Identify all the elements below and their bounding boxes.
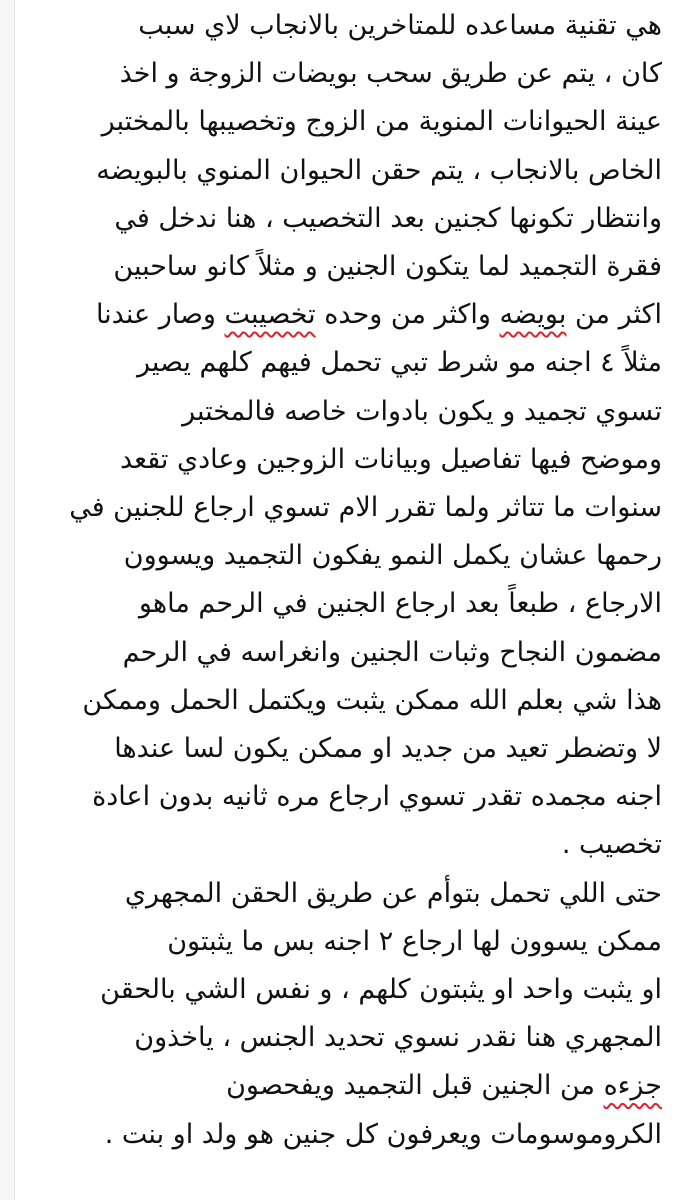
document-body xyxy=(20,2,662,1159)
text-line xyxy=(20,388,662,436)
text-segment: مثلاً ٤ اجنه مو شرط تبي تحمل فيهم كلهم يصير xyxy=(136,347,662,379)
text-line xyxy=(20,484,662,532)
text-segment: او يثبت واحد او يثبتون كلهم ، و نفس الشي بالحقن xyxy=(100,974,662,1006)
text-segment: تخصيب . xyxy=(561,829,662,861)
text-line xyxy=(20,773,662,821)
text-segment: حتى اللي تحمل بتوأم عن طريق الحقن المجهري xyxy=(124,877,662,909)
text-segment: وموضح فيها تفاصيل وبيانات الزوجين وعادي تقعد xyxy=(120,443,662,475)
text-segment: تسوي تجميد و يكون بادوات خاصه فالمختبر xyxy=(182,395,662,427)
text-segment: وصار عندنا xyxy=(95,299,225,331)
text-segment: الخاص بالانجاب ، يتم حقن الحيوان المنوي بالبويضه xyxy=(96,154,662,186)
text-segment: رحمها عشان يكمل النمو يفكون التجميد ويسوون xyxy=(123,540,662,572)
text-segment: ممكن يسوون لها ارجاع ٢ اجنه بس ما يثبتون xyxy=(167,925,662,957)
text-segment: هي تقنية مساعده للمتاخرين بالانجاب لاي سبب xyxy=(138,10,662,41)
text-line xyxy=(20,1014,662,1062)
misspelled-word: تخصيبت xyxy=(224,299,316,331)
text-segment: هذا شي بعلم الله ممكن يثبت ويكتمل الحمل وممكن xyxy=(82,684,662,716)
text-line xyxy=(20,436,662,484)
text-line xyxy=(20,821,662,869)
text-segment: عينة الحيوانات المنوية من الزوج وتخصيبها بالمختبر xyxy=(101,106,662,138)
text-segment: مضمون النجاح وثبات الجنين وانغراسه في الرحم xyxy=(122,636,662,668)
misspelled-word: جزءه xyxy=(603,1070,662,1102)
text-line xyxy=(20,532,662,580)
text-segment: اكثر من xyxy=(566,299,662,331)
text-segment: الارجاع ، طبعاً بعد ارجاع الجنين في الرحم ماهو xyxy=(138,588,662,620)
text-segment: كان ، يتم عن طريق سحب بويضات الزوجة و اخذ xyxy=(119,58,662,90)
text-segment: من الجنين قبل التجميد ويفحصون xyxy=(226,1070,604,1102)
scrollbar-track[interactable] xyxy=(0,0,15,1200)
text-line xyxy=(20,339,662,387)
text-line xyxy=(20,580,662,628)
text-segment: وانتظار تكونها كجنين بعد التخصيب ، هنا ندخل في xyxy=(114,202,662,234)
text-line xyxy=(20,725,662,773)
text-line xyxy=(20,629,662,677)
misspelled-word: بويضه xyxy=(499,299,567,331)
text-segment: المجهري هنا نقدر نسوي تحديد الجنس ، ياخذون xyxy=(134,1022,662,1054)
text-line xyxy=(20,195,662,243)
text-line xyxy=(20,2,662,50)
text-segment: فقرة التجميد لما يتكون الجنين و مثلاً كانو ساحبين xyxy=(113,251,662,283)
text-segment: واكثر من وحده xyxy=(315,299,500,331)
text-line xyxy=(20,243,662,291)
text-line xyxy=(20,870,662,918)
text-line xyxy=(20,50,662,98)
text-line xyxy=(20,918,662,966)
text-line xyxy=(20,966,662,1014)
text-line xyxy=(20,1111,662,1159)
text-segment: لا وتضطر تعيد من جديد او ممكن يكون لسا عندها xyxy=(114,733,662,765)
text-segment: الكروموسومات ويعرفون كل جنين هو ولد او بنت . xyxy=(104,1118,662,1150)
text-line xyxy=(20,147,662,195)
text-segment: سنوات ما تتاثر ولما تقرر الام تسوي ارجاع للجنين في xyxy=(69,492,662,524)
text-line xyxy=(20,677,662,725)
text-line xyxy=(20,291,662,339)
text-line xyxy=(20,98,662,146)
text-line xyxy=(20,1062,662,1110)
text-segment: اجنه مجمده تقدر تسوي ارجاع مره ثانيه بدون اعادة xyxy=(92,781,662,813)
